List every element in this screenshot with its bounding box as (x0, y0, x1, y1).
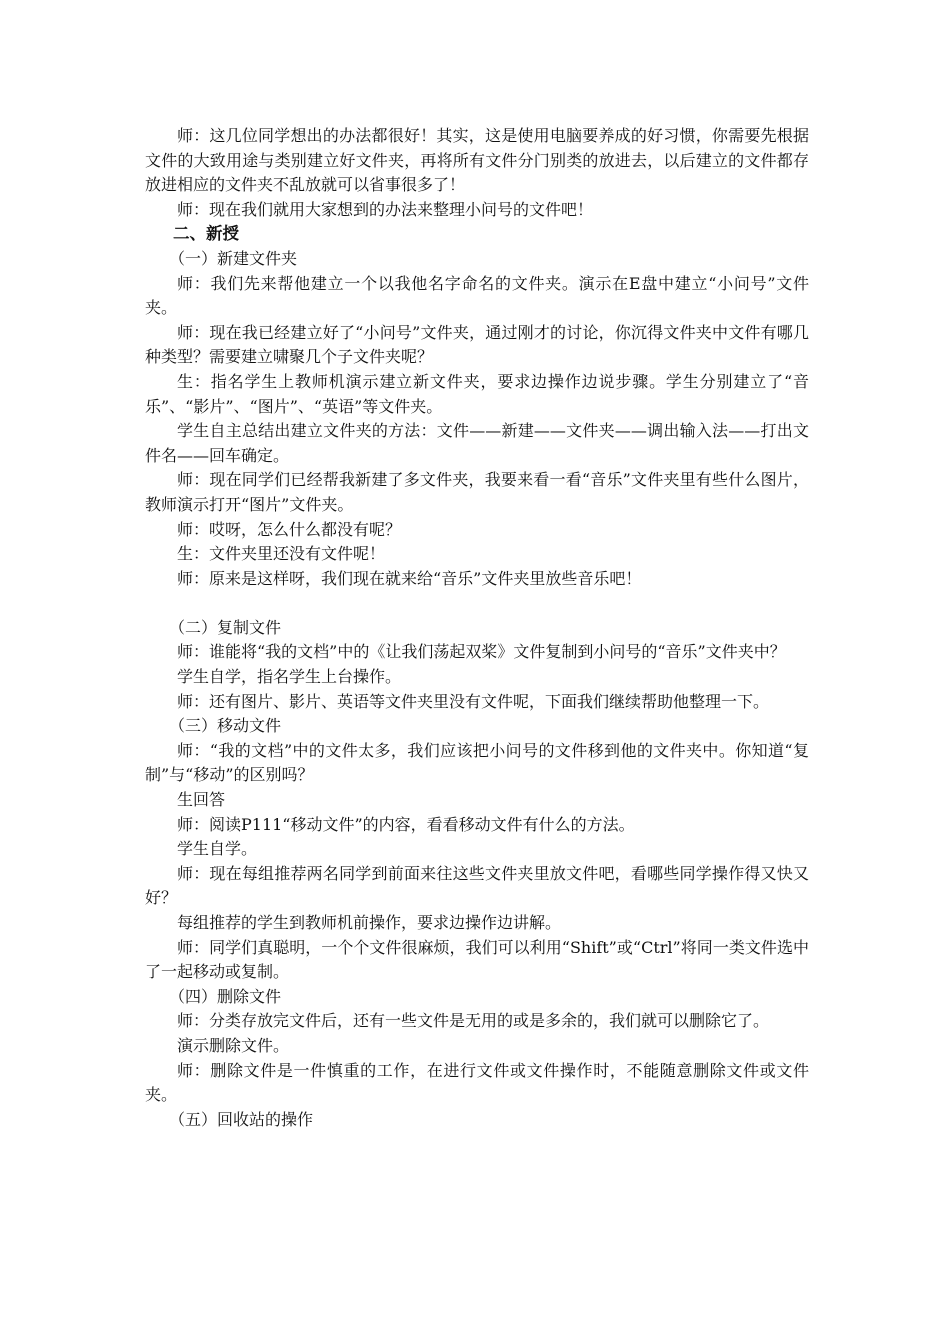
paragraph: 生：文件夹里还没有文件呢！ (177, 544, 386, 564)
paragraph: 师：还有图片、影片、英语等文件夹里没有文件呢，下面我们继续帮助他整理一下。 (177, 691, 770, 711)
paragraph: 师：分类存放完文件后，还有一些文件是无用的或是多余的，我们就可以删除它了。 (177, 1011, 770, 1031)
paragraph: 师：我们先来帮他建立一个以我他名字命名的文件夹。演示在E盘中建立“小问号”文件夹。 (145, 273, 809, 318)
paragraph: 师：现在每组推荐两名同学到前面来往这些文件夹里放文件吧，看哪些同学操作得又快又好？ (145, 863, 809, 908)
paragraph: 演示删除文件。 (177, 1035, 290, 1055)
subsection-heading: （二）复制文件 (169, 617, 282, 637)
paragraph: 生：指名学生上教师机演示建立新文件夹，要求边操作边说步骤。学生分别建立了“音乐”、“影片”、“图片”、“英语”等文件夹。 (145, 371, 809, 416)
blank-line (145, 591, 809, 616)
paragraph: 师：哎呀，怎么什么都没有呢？ (177, 519, 402, 539)
paragraph: 学生自学。 (177, 839, 258, 859)
paragraph: 师：删除文件是一件慎重的工作，在进行文件或文件操作时，不能随意删除文件或文件夹。 (145, 1060, 809, 1105)
paragraph: 生回答 (177, 790, 226, 810)
subsection-heading: （五）回收站的操作 (169, 1109, 314, 1129)
paragraph: 每组推荐的学生到教师机前操作，要求边操作边讲解。 (177, 913, 562, 932)
paragraph: 师：现在同学们已经帮我新建了多文件夹，我要来看一看“音乐”文件夹里有些什么图片，教师演示打开“图片”文件夹。 (145, 470, 809, 514)
subsection-heading: （三）移动文件 (169, 716, 282, 736)
paragraph: 师：谁能将“我的文档”中的《让我们荡起双桨》文件复制到小问号的“音乐”文件夹中？ (177, 642, 786, 662)
paragraph: 师：现在我们就用大家想到的办法来整理小问号的文件吧！ (177, 199, 594, 219)
paragraph: 学生自主总结出建立文件夹的方法：文件——新建——文件夹——调出输入法——打出文件名——回车确定。 (145, 421, 809, 465)
paragraph: 师：这几位同学想出的办法都很好！其实，这是使用电脑要养成的好习惯，你需要先根据文件的大致用途与类别建立好文件夹，再将所有文件分门别类的放进去，以后建立的文件都存放进相应的文件夹不乱放就可以省事很多了！ (145, 126, 809, 195)
paragraph: 师：原来是这样呀，我们现在就来给“音乐”文件夹里放些音乐吧！ (177, 568, 642, 588)
paragraph: 师：现在我已经建立好了“小问号”文件夹，通过刚才的讨论，你沉得文件夹中文件有哪几种类型？需要建立啸聚几个子文件夹呢？ (145, 322, 809, 367)
paragraph: 学生自学，指名学生上台操作。 (177, 667, 402, 687)
subsection-heading: （四）删除文件 (169, 986, 282, 1006)
section-heading: 二、新授 (173, 224, 239, 244)
paragraph: 师：阅读P111“移动文件”的内容，看看移动文件有什么的方法。 (177, 814, 635, 834)
paragraph: 师：同学们真聪明，一个个文件很麻烦，我们可以利用“Shift”或“Ctrl”将同一类文件选中了一起移动或复制。 (145, 937, 809, 982)
subsection-heading: （一）新建文件夹 (169, 248, 298, 268)
paragraph: 师：“我的文档”中的文件太多，我们应该把小问号的文件移到他的文件夹中。你知道“复制”与“移动”的区别吗？ (145, 740, 809, 785)
document-body (145, 124, 809, 1132)
